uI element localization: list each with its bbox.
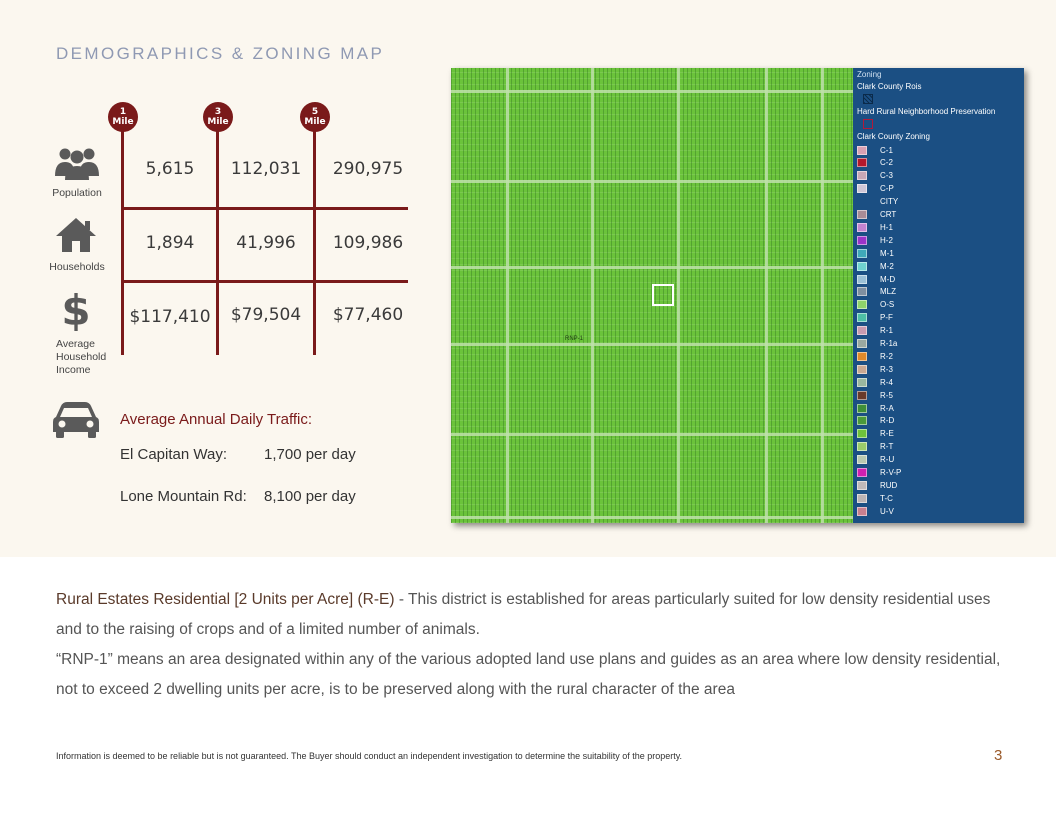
legend-item [857,363,893,375]
legend-item [857,183,894,195]
legend-swatch [857,197,867,206]
legend-swatch [857,262,867,271]
legend-swatch [857,287,867,296]
legend-item [857,389,893,401]
legend-swatch [857,313,867,322]
grid-line [121,280,408,283]
legend-code: O-S [880,300,895,310]
legend-code: R-U [880,455,895,465]
legend-swatch [857,416,867,425]
legend-swatch [857,223,867,232]
legend-item [857,209,896,221]
map-aerial-overlay[interactable] [451,68,853,523]
radius-pin: 5 Mile [300,102,330,132]
legend-rnp-symbol [857,119,873,131]
legend-header: Zoning [857,70,882,79]
legend-code: MLZ [880,287,896,297]
map-road [451,90,853,93]
stat-households-5mi: 109,986 [332,233,404,253]
map-road [591,68,594,523]
legend-swatch [857,158,867,167]
map-road [821,68,824,523]
legend-rnp-label: Hard Rural Neighborhood Preservation [857,107,996,116]
traffic-row [120,446,356,463]
legend-item [857,247,894,259]
legend-code: M-2 [880,261,894,271]
legend-item [857,350,893,362]
legend-code: R-T [880,442,894,452]
legend-code: R-D [880,416,895,426]
legend-item [857,312,893,324]
re-definition [56,585,1016,645]
legend-swatch [857,210,867,219]
traffic-value: 8,100 per day [264,488,356,505]
map-road [451,433,853,436]
legend-code: R-5 [880,390,893,400]
legend-swatch [857,507,867,516]
people-icon [54,146,100,186]
legend-rois-label: Clark County Rois [857,82,922,91]
stat-income-3mi: $79,504 [230,305,302,325]
legend-swatch [857,275,867,284]
legend-code: R-A [880,403,894,413]
property-marker[interactable] [652,284,674,306]
legend-code: M-D [880,274,896,284]
legend-item [857,325,893,337]
re-text: - This district is established for areas particularly suited for low density residential uses and to the raising of crops and of a limited number of animals. [56,591,991,638]
legend-rois-symbol [857,94,873,106]
legend-swatch [857,339,867,348]
page-title: DEMOGRAPHICS & ZONING MAP [56,44,385,63]
legend-code: R-4 [880,377,893,387]
legend-code: U-V [880,506,894,516]
legend-swatch [857,481,867,490]
legend-swatch [857,391,867,400]
legend-code: C-3 [880,171,893,181]
legend-code: C-1 [880,145,893,155]
stat-income-1mi: $117,410 [129,307,211,327]
legend-item [857,415,894,427]
legend-swatch [857,442,867,451]
disclaimer: Information is deemed to be reliable but is not guaranteed. The Buyer should conduct an independent investigation to determine the suitability of the property. [56,751,683,761]
legend-swatch [857,171,867,180]
legend-swatch [857,468,867,477]
legend-item [857,196,898,208]
stat-households-3mi: 41,996 [236,233,296,253]
legend-code: R-3 [880,364,893,374]
legend-code: CITY [880,197,899,207]
legend-swatch [857,249,867,258]
traffic-value: 1,700 per day [264,446,356,463]
map-zone-label: RNP-1 [565,336,584,342]
traffic-road: El Capitan Way: [120,446,227,463]
legend-swatch [857,236,867,245]
legend-swatch [857,378,867,387]
row-label-households: Households [49,261,105,273]
row-label-population: Population [52,187,102,199]
legend-code: C-2 [880,158,893,168]
legend-swatch [857,300,867,309]
legend-code: R-1a [880,339,898,348]
legend-item [857,479,897,491]
map-road [451,516,853,519]
traffic-road: Lone Mountain Rd: [120,488,247,505]
rnp-definition: “RNP-1” means an area designated within any of the various adopted land use plans and guides as an area where low density residential, not to exceed 2 dwelling units per acre, is to be preserved along with the rural character of the area [56,651,1001,698]
legend-item [857,454,894,466]
page-number: 3 [994,747,1003,764]
legend-code: CRT [880,210,897,219]
legend-item [857,402,894,414]
legend-item [857,234,893,246]
legend-item [857,428,894,440]
legend-item [857,505,894,517]
legend-code: T-C [880,493,893,503]
grid-line [121,207,408,210]
map-road [451,266,853,269]
legend-swatch [857,365,867,374]
row-label-income: Average Household Income [56,338,107,376]
legend-swatch [857,326,867,335]
legend-item [857,299,894,311]
legend-item [857,221,893,233]
legend-swatch [857,352,867,361]
stat-income-5mi: $77,460 [332,305,404,325]
legend-zoning-label: Clark County Zoning [857,132,930,141]
legend-swatch [857,455,867,464]
radius-pin: 3 Mile [203,102,233,132]
legend-code: H-1 [880,222,893,232]
legend-code: R-2 [880,351,893,361]
stat-population-1mi: 5,615 [145,159,195,179]
legend-code: H-2 [880,235,893,245]
map-legend [853,68,1024,523]
radius-pin: 1 Mile [108,102,138,132]
legend-code: M-1 [880,248,894,258]
zoning-map[interactable] [451,68,1024,523]
legend-item [857,441,893,453]
map-road [765,68,768,523]
legend-item [857,144,893,156]
legend-item [857,157,893,169]
legend-code: R-1 [880,326,893,336]
car-icon [51,400,101,444]
legend-code: P-F [880,313,893,323]
legend-swatch [857,494,867,503]
legend-item [857,286,896,298]
dollar-icon [61,286,91,336]
legend-swatch [857,404,867,413]
legend-item [857,467,901,479]
map-road [451,180,853,183]
map-road [451,343,853,346]
legend-swatch [857,146,867,155]
map-road [677,68,680,523]
legend-code: RUD [880,480,898,490]
svg-text:$: $ [61,286,91,332]
legend-code: R-V-P [880,468,902,477]
legend-item [857,260,894,272]
legend-swatch [857,184,867,193]
legend-item [857,170,893,182]
legend-item [857,376,893,388]
legend-code: C-P [880,184,894,194]
stat-population-3mi: 112,031 [230,159,302,179]
traffic-row [120,488,356,505]
legend-item [857,492,893,504]
legend-item [857,338,897,350]
re-term: Rural Estates Residential [2 Units per Acre] (R-E) [56,591,395,608]
stat-households-1mi: 1,894 [145,233,195,253]
legend-swatch [857,429,867,438]
zoning-description [56,585,1016,705]
legend-code: R-E [880,429,894,439]
house-icon [54,216,98,258]
map-road [506,68,509,523]
stat-population-5mi: 290,975 [332,159,404,179]
legend-item [857,273,895,285]
traffic-title: Average Annual Daily Traffic: [120,411,313,428]
